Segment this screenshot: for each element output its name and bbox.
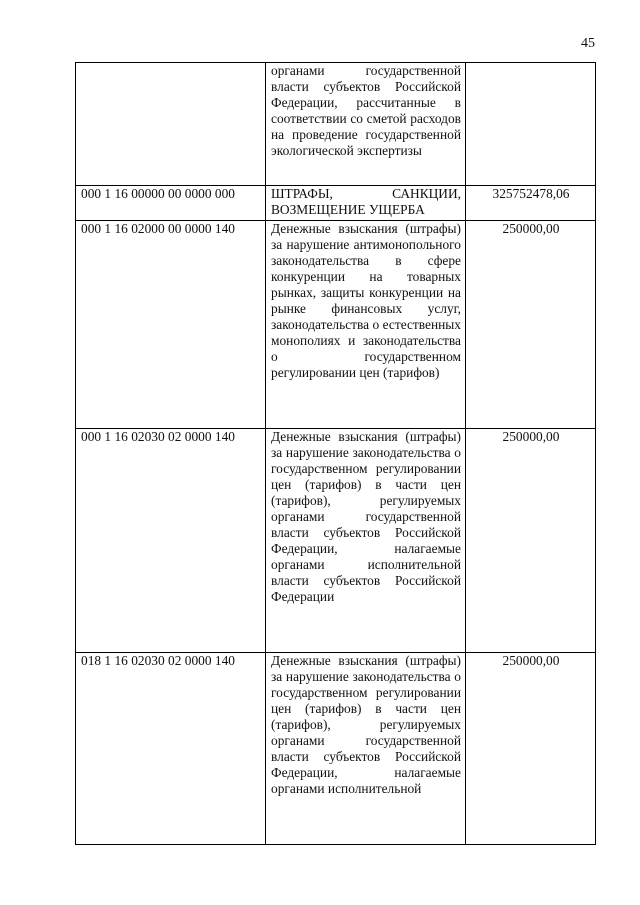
- amount-cell: 325752478,06: [466, 186, 596, 221]
- budget-code-cell: 000 1 16 00000 00 0000 000: [76, 186, 266, 221]
- table-row: [76, 221, 596, 429]
- amount-cell: 250000,00: [466, 221, 596, 429]
- table-row: [76, 186, 596, 221]
- revenue-name-cell: Денежные взыскания (штрафы) за нарушение законодательства о государственном регулировании цен (тарифов) в части цен (тарифов), регулируемых органами государственной власти субъектов Российской Федерации, налагаемые органами исполнительной: [266, 653, 466, 845]
- budget-revenue-table: [75, 62, 596, 845]
- budget-code-cell: 018 1 16 02030 02 0000 140: [76, 653, 266, 845]
- revenue-name-cell: ШТРАФЫ, САНКЦИИ, ВОЗМЕЩЕНИЕ УЩЕРБА: [266, 186, 466, 221]
- budget-code-cell: 000 1 16 02030 02 0000 140: [76, 429, 266, 653]
- table-row: [76, 429, 596, 653]
- budget-code-cell: 000 1 16 02000 00 0000 140: [76, 221, 266, 429]
- budget-code-cell: [76, 63, 266, 186]
- amount-cell: [466, 63, 596, 186]
- amount-cell: 250000,00: [466, 653, 596, 845]
- page-number: 45: [581, 36, 595, 51]
- amount-cell: 250000,00: [466, 429, 596, 653]
- revenue-name-cell: Денежные взыскания (штрафы) за нарушение антимонопольного законодательства в сфере конкуренции на товарных рынках, защиты конкуренции на рынке финансовых услуг, законодательства о естественных монополиях и законодательства о государственном регулировании цен (тарифов): [266, 221, 466, 429]
- table-row: [76, 63, 596, 186]
- table-row: [76, 653, 596, 845]
- revenue-name-cell: органами государственной власти субъектов Российской Федерации, рассчитанные в соответствии со сметой расходов на проведение государственной экологической экспертизы: [266, 63, 466, 186]
- revenue-name-cell: Денежные взыскания (штрафы) за нарушение законодательства о государственном регулировании цен (тарифов) в части цен (тарифов), регулируемых органами государственной власти субъектов Российской Федерации, налагаемые органами исполнительной власти субъектов Российской Федерации: [266, 429, 466, 653]
